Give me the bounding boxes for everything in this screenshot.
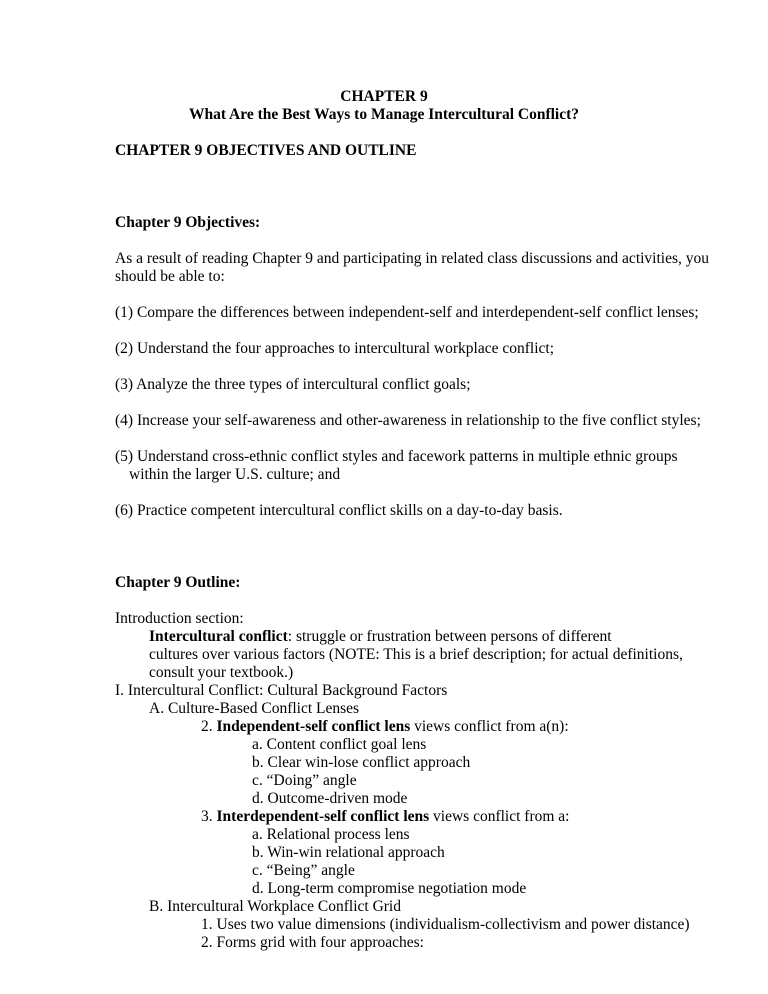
outline-subitem: b. Win-win relational approach [252, 844, 445, 861]
outline-subitem: d. Outcome-driven mode [252, 790, 408, 807]
outline-subitem: a. Content conflict goal lens [252, 736, 427, 753]
outline-subitem: d. Long-term compromise negotiation mode [252, 880, 527, 897]
chapter-title: CHAPTER 9 [340, 88, 428, 105]
objective-item: (3) Analyze the three types of intercultural conflict goals; [115, 376, 471, 393]
outline-item-B2: 2. Forms grid with four approaches: [201, 934, 424, 951]
objective-item: (5) Understand cross-ethnic conflict styles and facework patterns in multiple ethnic groups [115, 448, 678, 465]
objectives-heading: Chapter 9 Objectives: [115, 214, 261, 231]
objective-item-continued: within the larger U.S. culture; and [129, 466, 341, 483]
outline-item-A2: 2. Independent-self conflict lens views conflict from a(n): [201, 718, 569, 735]
outline-subitem: a. Relational process lens [252, 826, 410, 843]
outline-subitem: b. Clear win-lose conflict approach [252, 754, 471, 771]
outline-subitem: c. “Doing” angle [252, 772, 357, 789]
outline-heading: Chapter 9 Outline: [115, 574, 241, 591]
outline-intro: Introduction section: [115, 610, 244, 627]
objective-item: (1) Compare the differences between independent-self and interdependent-self conflict lenses; [115, 304, 699, 321]
objective-item: (6) Practice competent intercultural conflict skills on a day-to-day basis. [115, 502, 563, 519]
section-heading: CHAPTER 9 OBJECTIVES AND OUTLINE [115, 142, 417, 159]
objectives-intro-line2: should be able to: [115, 268, 225, 285]
outline-subitem: c. “Being” angle [252, 862, 355, 879]
objectives-intro-line1: As a result of reading Chapter 9 and participating in related class discussions and activities, you [115, 250, 710, 267]
intercultural-conflict-definition-cont: cultures over various factors (NOTE: This is a brief description; for actual definitions, [149, 646, 683, 663]
outline-item-A3: 3. Interdependent-self conflict lens views conflict from a: [201, 808, 570, 825]
objective-item: (4) Increase your self-awareness and other-awareness in relationship to the five conflict styles; [115, 412, 701, 429]
outline-item-B1: 1. Uses two value dimensions (individualism-collectivism and power distance) [201, 916, 690, 933]
chapter-subtitle: What Are the Best Ways to Manage Intercultural Conflict? [188, 106, 580, 123]
outline-item-B: B. Intercultural Workplace Conflict Grid [149, 898, 401, 915]
intercultural-conflict-definition: Intercultural conflict: struggle or frustration between persons of different [149, 628, 612, 645]
objective-item: (2) Understand the four approaches to intercultural workplace conflict; [115, 340, 554, 357]
intercultural-conflict-definition-cont: consult your textbook.) [149, 664, 294, 681]
outline-item-A: A. Culture-Based Conflict Lenses [149, 700, 360, 717]
outline-section-I: I. Intercultural Conflict: Cultural Background Factors [115, 682, 448, 699]
